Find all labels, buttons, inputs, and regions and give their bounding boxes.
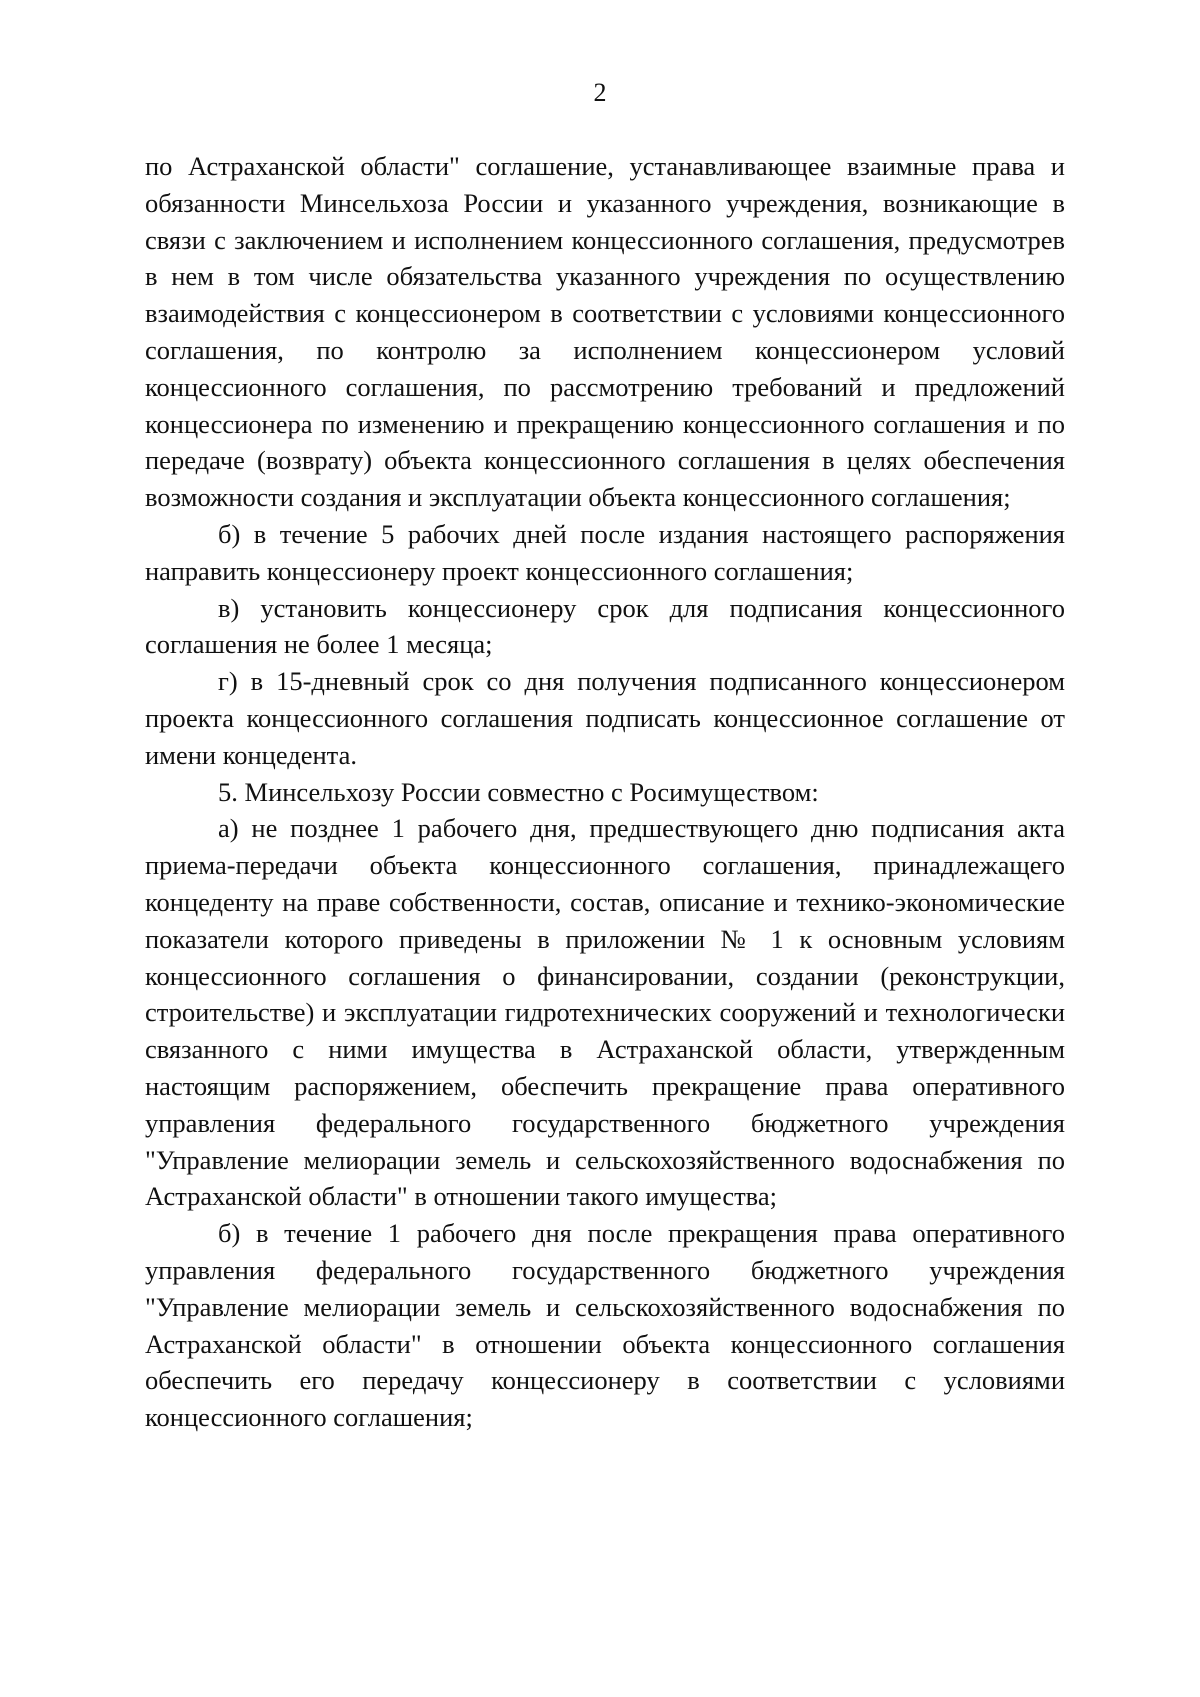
paragraph-item-b: б) в течение 5 рабочих дней после издания настоящего распоряжения направить концессионеру проект концессионного соглашения; xyxy=(145,518,1065,586)
page-number: 2 xyxy=(593,78,607,107)
paragraph-item-g: г) в 15-дневный срок со дня получения подписанного концессионером проекта концессионного соглашения подписать концессионное соглашение от имени концедента. xyxy=(145,666,1065,770)
paragraph-section-5: 5. Минсельхозу России совместно с Росимуществом: xyxy=(218,776,819,807)
paragraph-item-a: а) не позднее 1 рабочего дня, предшествующего дню подписания акта приема-передачи объекта концессионного соглашения, принадлежащего концеденту на праве собственности, состав, описание и технико-экономические показатели которого приведены в приложении № 1 к основным условиям концессионного соглашения о финансировании, создании (реконструкции, строительстве) и эксплуатации гидротехнических сооружений и технологически связанного с ними имущества в Астраханской области, утвержденным настоящим распоряжением, обеспечить прекращение права оперативного управления федерального государственного бюджетного учреждения "Управление мелиорации земель и сельскохозяйственного водоснабжения по Астраханской области" в отношении такого имущества; xyxy=(145,813,1065,1212)
document-body xyxy=(145,148,1065,1436)
paragraph-item-v: в) установить концессионеру срок для подписания концессионного соглашения не более 1 месяца; xyxy=(145,592,1065,660)
paragraph-item-b-2: б) в течение 1 рабочего дня после прекращения права оперативного управления федерального государственного бюджетного учреждения "Управление мелиорации земель и сельскохозяйственного водоснабжения по Астраханской области" в отношении объекта концессионного соглашения обеспечить его передачу концессионеру в соответствии с условиями концессионного соглашения; xyxy=(145,1218,1065,1433)
paragraph-continuation: по Астраханской области" соглашение, устанавливающее взаимные права и обязанности Минсельхоза России и указанного учреждения, возникающие в связи с заключением и исполнением концессионного соглашения, предусмотрев в нем в том числе обязательства указанного учреждения по осуществлению взаимодействия с концессионером в соответствии с условиями концессионного соглашения, по контролю за исполнением концессионером условий концессионного соглашения, по рассмотрению требований и предложений концессионера по изменению и прекращению концессионного соглашения и по передаче (возврату) объекта концессионного соглашения в целях обеспечения возможности создания и эксплуатации объекта концессионного соглашения; xyxy=(145,151,1065,513)
